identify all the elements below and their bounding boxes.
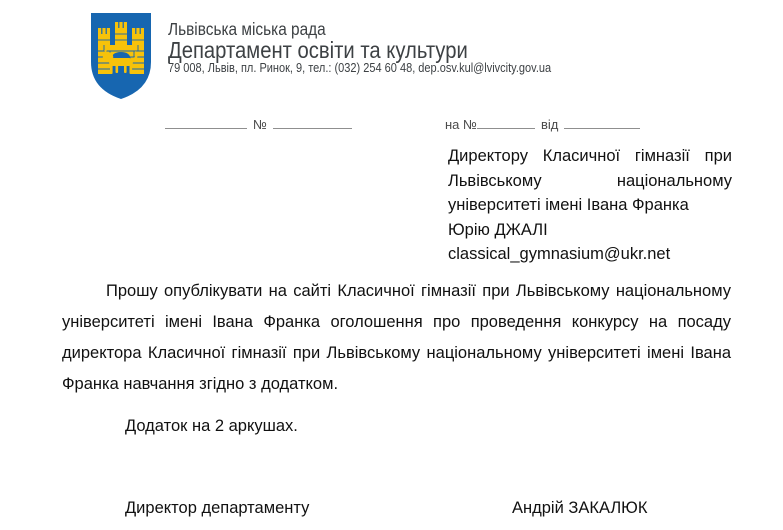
- recipient-block: [448, 144, 732, 267]
- body-line: директора Класичної гімназії при Львівському національному університеті імені Івана: [62, 344, 731, 362]
- recipient-line: університеті імені Івана Франка: [448, 196, 689, 214]
- incoming-number-blank: [477, 115, 535, 129]
- org-council-name-text: Львівська міська рада: [168, 19, 326, 39]
- org-contact-line-text: 79 008, Львів, пл. Ринок, 9, тел.: (032) 254 60 48, dep.osv.kul@lvivcity.gov.ua: [168, 61, 552, 75]
- body-line: Франка навчання згідно з додатком.: [62, 375, 339, 393]
- incoming-date-blank: [564, 115, 640, 129]
- vid-label: від: [540, 117, 559, 132]
- reference-incoming: [445, 115, 640, 132]
- org-department-name-text: Департамент освіти та культури: [168, 37, 468, 63]
- outgoing-number-blank: [273, 115, 352, 129]
- lviv-coat-of-arms-icon: [90, 12, 152, 100]
- recipient-email: classical_gymnasium@ukr.net: [448, 245, 671, 263]
- letter-body: [62, 276, 731, 400]
- body-line: Прошу опублікувати на сайті Класичної гімназії при Львівському національному: [106, 282, 731, 300]
- body-line: університеті імені Івана Франка оголошення про проведення конкурсу на посаду: [62, 313, 731, 331]
- na-number-label: на №: [445, 117, 477, 132]
- recipient-line: Львівському національному: [448, 171, 732, 190]
- recipient-line: Директору Класичної гімназії при: [448, 147, 732, 165]
- reference-outgoing: [165, 115, 352, 132]
- outgoing-date-blank: [165, 115, 247, 129]
- signer-name: Андрій ЗАКАЛЮК: [512, 499, 648, 517]
- attachment-note: Додаток на 2 аркушах.: [125, 417, 298, 435]
- org-contact-line: [168, 61, 603, 75]
- recipient-name: Юрію ДЖАЛІ: [448, 220, 548, 239]
- number-sign-label: №: [253, 117, 267, 132]
- org-department-name: [168, 37, 509, 64]
- signer-title: Директор департаменту: [125, 499, 310, 517]
